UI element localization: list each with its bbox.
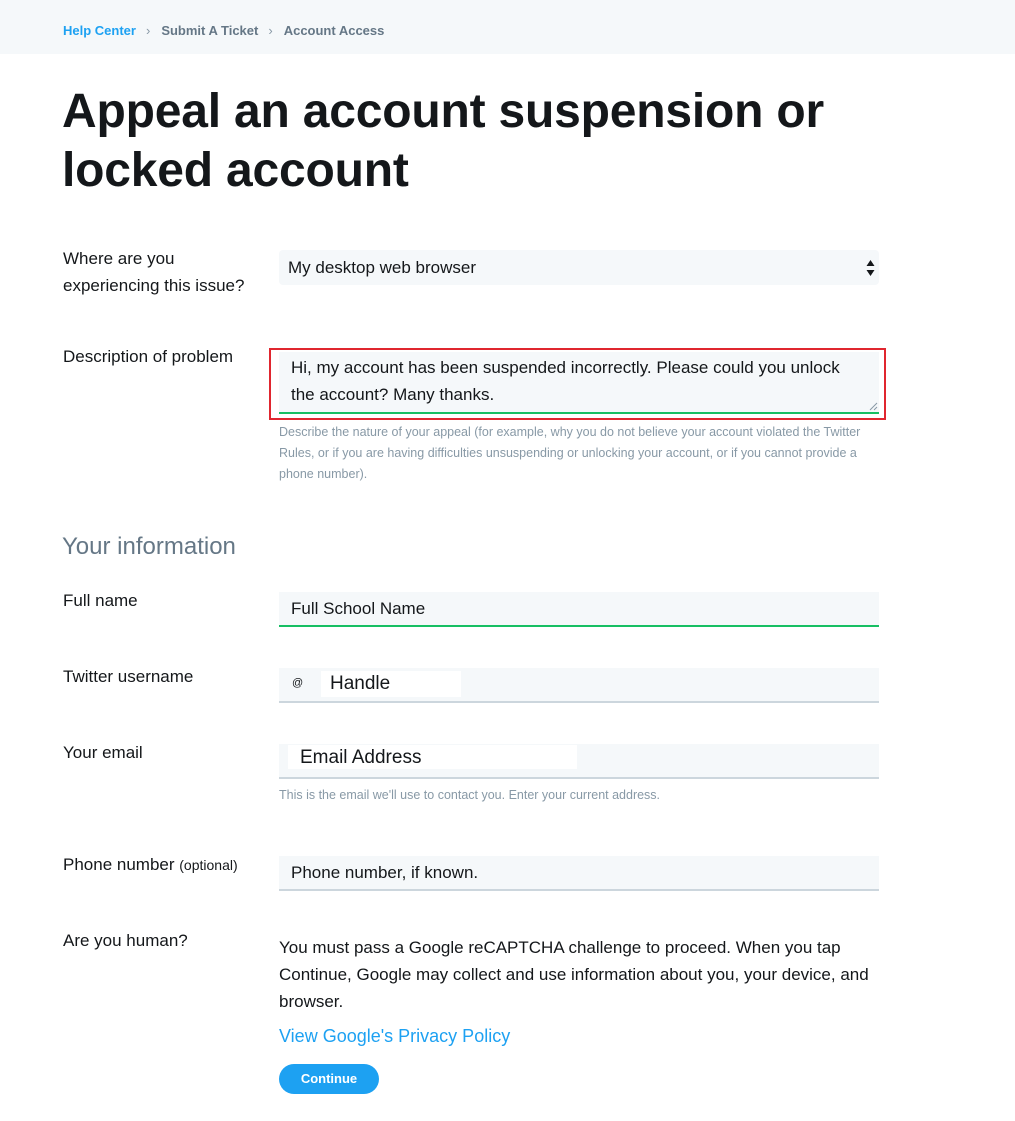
page-title: Appeal an account suspension or locked account: [62, 85, 824, 197]
breadcrumb-submit-ticket[interactable]: Submit A Ticket: [161, 23, 259, 38]
resize-grip-icon[interactable]: [869, 402, 878, 411]
phone-label: [63, 851, 238, 879]
full-name-label: Full name: [63, 591, 138, 610]
captcha-label: Are you human?: [63, 931, 188, 950]
breadcrumb: [63, 23, 384, 38]
full-name-value: Full School Name: [291, 599, 426, 618]
section-heading-your-information: Your information: [62, 533, 236, 560]
email-help-text: This is the email we'll use to contact you. Enter your current address.: [279, 788, 661, 802]
at-sign-prefix: @: [292, 677, 304, 689]
description-text: Hi, my account has been suspended incorrectly. Please could you unlock the account? Many thanks.: [291, 358, 840, 404]
issue-location-select[interactable]: [279, 250, 879, 285]
phone-value: Phone number, if known.: [291, 863, 479, 882]
phone-input[interactable]: [279, 856, 879, 891]
chevron-right-icon: ›: [268, 23, 273, 38]
issue-location-label: Where are you experiencing this issue?: [63, 249, 245, 295]
chevron-right-icon: ›: [145, 23, 151, 38]
email-value: Email Address: [288, 745, 577, 769]
phone-optional-tag: (optional): [179, 857, 238, 873]
username-label: Twitter username: [63, 667, 194, 686]
phone-label-text: Phone number: [63, 855, 175, 874]
username-value: Handle: [321, 671, 461, 697]
description-help-text: Describe the nature of your appeal (for example, why you do not believe your account violated the Twitter Rules, or if you are having difficulties unsuspending or unlocking your account, or if you cannot provide a phone number).: [279, 425, 861, 481]
full-name-input[interactable]: [279, 592, 879, 627]
select-arrows-icon: [866, 259, 875, 277]
privacy-policy-link[interactable]: View Google's Privacy Policy: [279, 1026, 511, 1046]
breadcrumb-bar: [0, 0, 1015, 54]
description-textarea[interactable]: [279, 352, 879, 414]
description-label: Description of problem: [63, 347, 234, 366]
breadcrumb-help-center[interactable]: Help Center: [63, 23, 136, 38]
email-label: Your email: [63, 743, 143, 762]
issue-location-selected-value: My desktop web browser: [288, 258, 477, 277]
breadcrumb-account-access[interactable]: Account Access: [283, 23, 385, 38]
captcha-notice: You must pass a Google reCAPTCHA challenge to proceed. When you tap Continue, Google may collect and use information about you, your device, and browser.: [279, 938, 869, 1011]
continue-button[interactable]: Continue: [279, 1064, 379, 1094]
